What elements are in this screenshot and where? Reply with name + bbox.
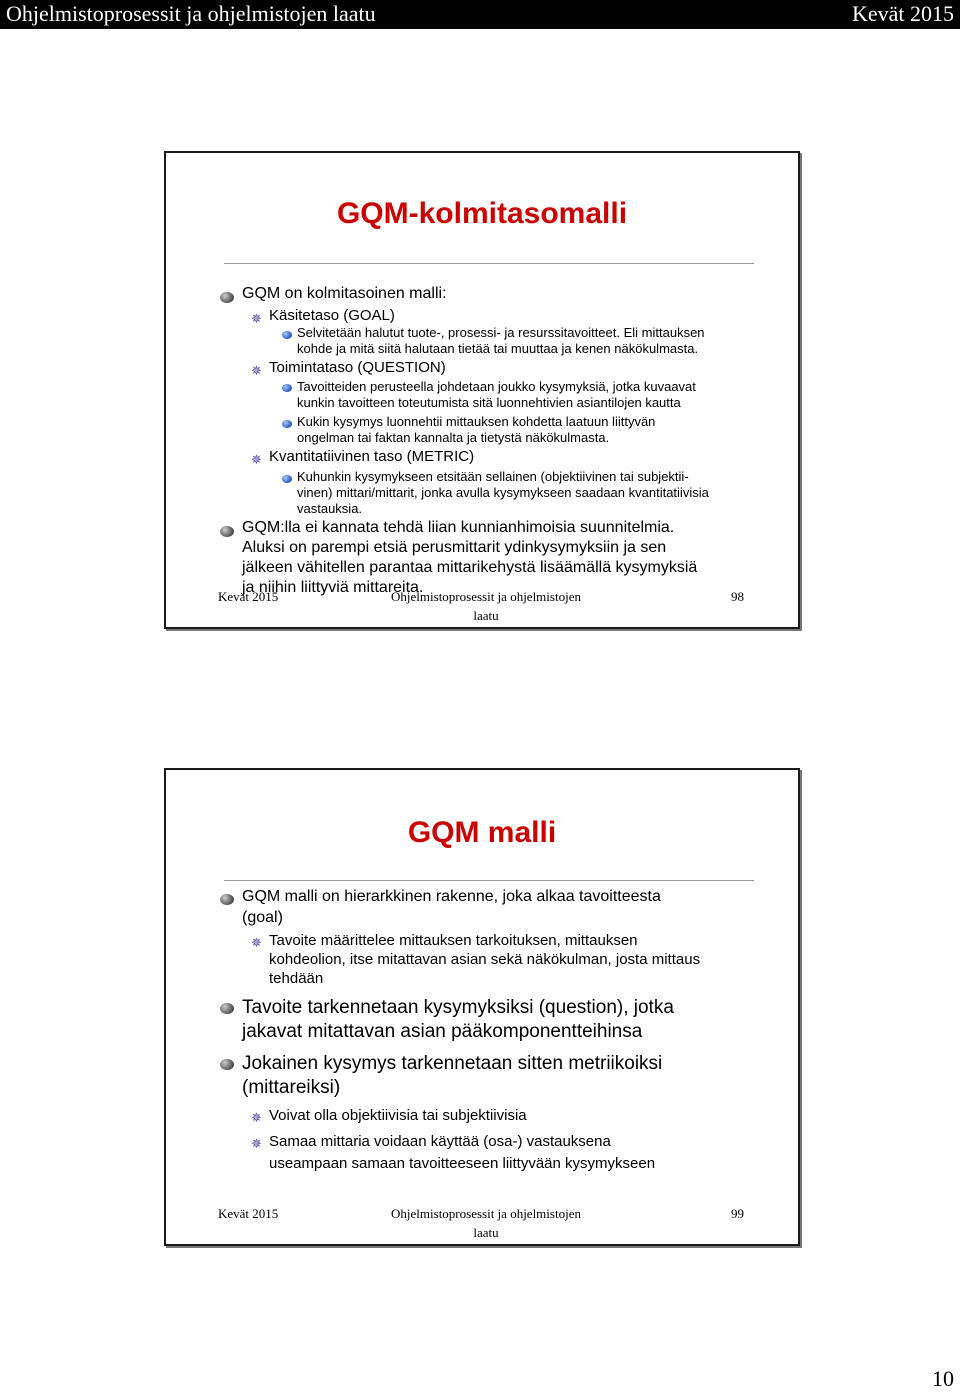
blue-bullet-icon xyxy=(282,420,292,428)
footer-course xyxy=(366,587,606,625)
metric-desc-line: Kuhunkin kysymykseen etsitään sellainen (objektiivinen tai subjektii- xyxy=(297,469,689,484)
header-term: Kevät 2015 xyxy=(851,1,954,26)
footer-course-line: laatu xyxy=(473,608,499,623)
bullet-text: (goal) xyxy=(242,909,283,926)
question-desc-line: Tavoitteiden perusteella johdetaan joukko kysymyksiä, jotka kuvaavat xyxy=(297,379,696,394)
question-desc-line: ongelman tai faktan kannalta ja tietystä näkökulmasta. xyxy=(297,430,610,445)
star-bullet-icon: ✵ xyxy=(251,452,262,467)
subbullet-text: useampaan samaan tavoitteeseen liittyvään kysymykseen xyxy=(269,1155,656,1172)
slide-98 xyxy=(164,151,800,629)
star-bullet-icon: ✵ xyxy=(251,1110,262,1125)
subbullet-question: Toimintataso (QUESTION) xyxy=(269,359,446,376)
blue-bullet-icon xyxy=(282,475,292,483)
footer-course-line: Ohjelmistoprosessit ja ohjelmistojen xyxy=(391,1206,581,1221)
bullet-text: GQM on kolmitasoinen malli: xyxy=(242,285,447,302)
page-number: 10 xyxy=(932,1366,954,1391)
bullet-text: GQM malli on hierarkkinen rakenne, joka alkaa tavoitteesta xyxy=(242,888,661,905)
subbullet-text: Samaa mittaria voidaan käyttää (osa-) vastauksena xyxy=(269,1133,611,1150)
footer-term: Kevät 2015 xyxy=(218,589,279,604)
subbullet-goal: Käsitetaso (GOAL) xyxy=(269,307,395,324)
subbullet-text: tehdään xyxy=(269,970,324,987)
footer-course-line: Ohjelmistoprosessit ja ohjelmistojen xyxy=(391,589,581,604)
goal-desc-line: kohde ja mitä siitä halutaan tietää tai muuttaa ja kenen näkökulmasta. xyxy=(297,341,699,356)
slide-title: GQM malli xyxy=(407,816,557,849)
slide-99 xyxy=(164,768,800,1246)
bullet-text: jakavat mitattavan asian pääkomponentteihinsa xyxy=(242,1021,643,1042)
star-bullet-icon: ✵ xyxy=(251,935,262,950)
star-bullet-icon: ✵ xyxy=(251,1136,262,1151)
bullet-text: jälkeen vähitellen parantaa mittarikehystä lisäämällä kysymyksiä xyxy=(242,559,698,576)
goal-desc-line: Selvitetään halutut tuote-, prosessi- ja resurssitavoitteet. Eli mittauksen xyxy=(297,325,705,340)
bullet-text: Aluksi on parempi etsiä perusmittarit ydinkysymyksiin ja sen xyxy=(242,539,667,556)
title-divider xyxy=(224,880,754,881)
round-bullet-icon xyxy=(220,1059,234,1070)
question-desc-line: kunkin tavoitteen toteutumista sitä luonnehtivien asiantilojen kautta xyxy=(297,395,681,410)
footer-course xyxy=(366,1204,606,1242)
bullet-text: Tavoite tarkennetaan kysymyksiksi (question), jotka xyxy=(242,997,674,1018)
slide-title: GQM-kolmitasomalli xyxy=(336,197,628,230)
bullet-text: Jokainen kysymys tarkennetaan sitten metriikoiksi xyxy=(242,1053,663,1074)
subbullet-text: Tavoite määrittelee mittauksen tarkoituksen, mittauksen xyxy=(269,932,638,949)
round-bullet-icon xyxy=(220,292,234,303)
header-course-title: Ohjelmistoprosessit ja ohjelmistojen laatu xyxy=(6,1,376,26)
metric-desc-line: vinen) mittari/mittarit, jonka avulla kysymykseen saadaan kvantitatiivisia xyxy=(297,485,709,500)
footer-term: Kevät 2015 xyxy=(218,1206,279,1221)
subbullet-metric: Kvantitatiivinen taso (METRIC) xyxy=(269,448,475,465)
subbullet-text: Voivat olla objektiivisia tai subjektiivisia xyxy=(269,1107,527,1124)
bullet-text: ja niihin liittyviä mittareita. xyxy=(242,579,424,596)
blue-bullet-icon xyxy=(282,384,292,392)
star-bullet-icon: ✵ xyxy=(251,311,262,326)
metric-desc-line: vastauksia. xyxy=(297,501,363,516)
slide-number: 99 xyxy=(731,1206,744,1221)
round-bullet-icon xyxy=(220,526,234,537)
footer-course-line: laatu xyxy=(473,1225,499,1240)
bullet-text: GQM:lla ei kannata tehdä liian kunnianhimoisia suunnitelmia. xyxy=(242,519,675,536)
round-bullet-icon xyxy=(220,1003,234,1014)
star-bullet-icon: ✵ xyxy=(251,363,262,378)
title-divider xyxy=(224,263,754,264)
page-header xyxy=(0,0,960,29)
slide-number: 98 xyxy=(731,589,744,604)
subbullet-text: kohdeolion, itse mitattavan asian sekä näkökulman, josta mittaus xyxy=(269,951,701,968)
bullet-text: (mittareiksi) xyxy=(242,1077,341,1098)
question-desc-line: Kukin kysymys luonnehtii mittauksen kohdetta laatuun liittyvän xyxy=(297,414,656,429)
round-bullet-icon xyxy=(220,894,234,905)
blue-bullet-icon xyxy=(282,331,292,339)
